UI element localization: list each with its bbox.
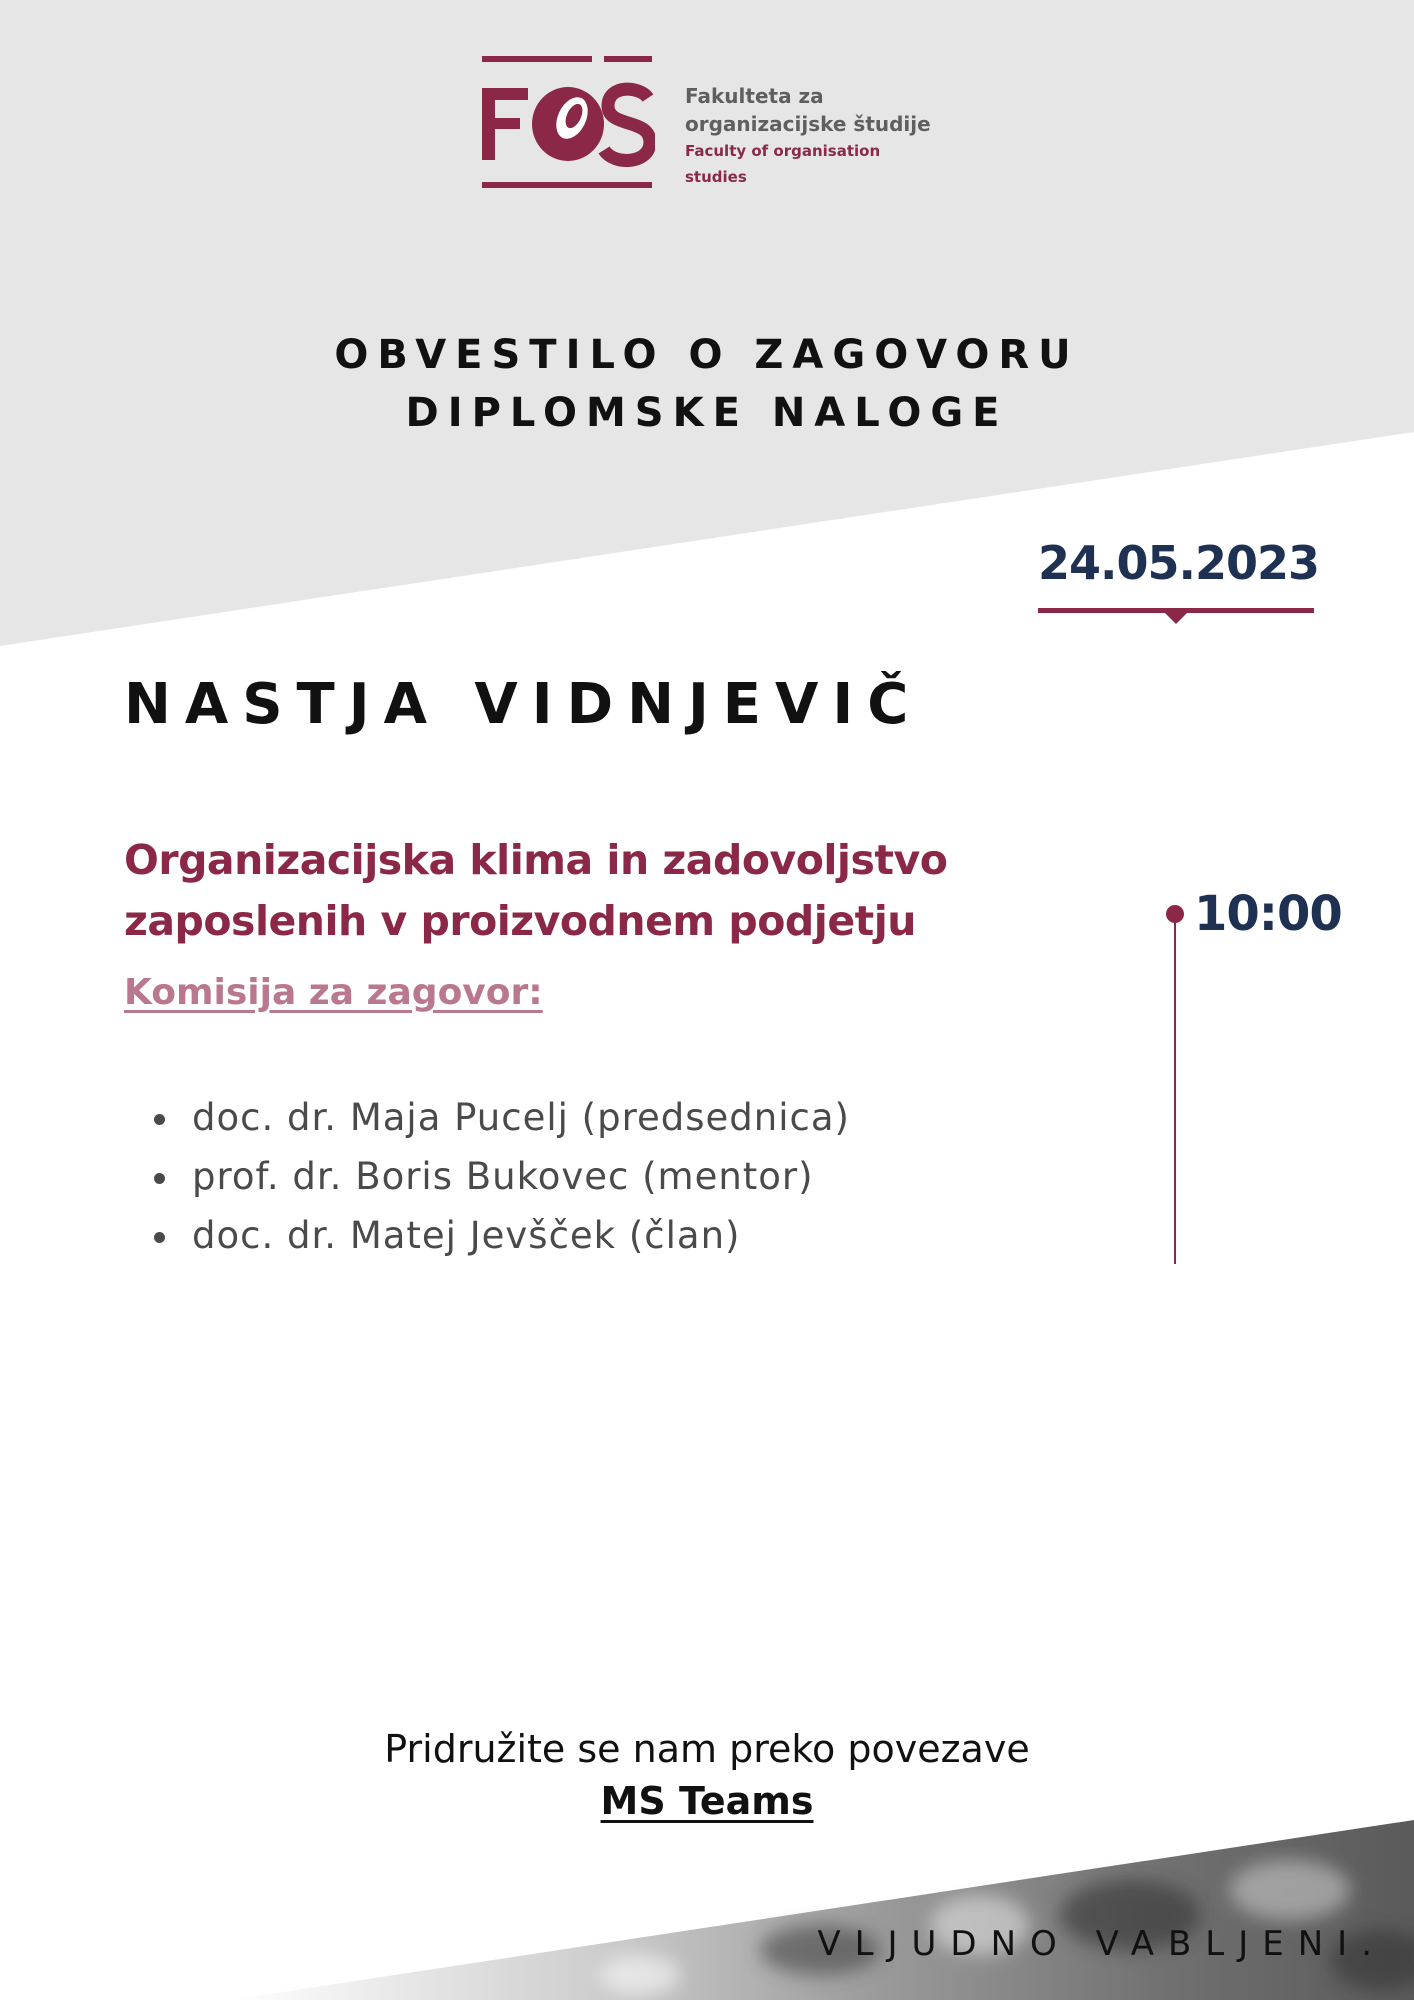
fos-logo-mark [480, 54, 655, 190]
logo-text-line-1: Fakulteta za [685, 84, 824, 108]
timeline-dot-icon [1166, 905, 1184, 923]
bullet-icon [154, 1232, 165, 1243]
bullet-icon [154, 1173, 165, 1184]
committee-member [124, 1206, 850, 1265]
committee-heading: Komisija za zagovor: [124, 972, 543, 1013]
document-title-line-2: DIPLOMSKE NALOGE [405, 390, 1009, 436]
candidate-name: NASTJA VIDNJEVIČ [124, 672, 923, 737]
defense-date: 24.05.2023 [1038, 536, 1320, 590]
committee-member [124, 1088, 850, 1147]
logo-text-line-2: organizacijske študije [685, 112, 931, 136]
logo-text [685, 82, 940, 190]
committee-member-name: doc. dr. Maja Pucelj (predsednica) [192, 1096, 850, 1139]
fos-logo [480, 54, 940, 190]
logo-text-line-3: Faculty of organisation studies [685, 142, 881, 186]
document-title-line-1: OBVESTILO O ZAGOVORU [334, 332, 1080, 378]
closing-greeting: VLJUDNO VABLJENI. [817, 1924, 1386, 1964]
join-text: Pridružite se nam preko povezave [384, 1727, 1030, 1771]
ms-teams-link[interactable]: MS Teams [600, 1779, 814, 1823]
defense-time: 10:00 [1194, 886, 1342, 942]
committee-list [124, 1088, 850, 1265]
document-title [0, 326, 1414, 442]
committee-member [124, 1147, 850, 1206]
timeline-line [1174, 914, 1176, 1264]
thesis-title: Organizacijska klima in zadovoljstvo zaposlenih v proizvodnem podjetju [124, 836, 948, 945]
committee-member-name: prof. dr. Boris Bukovec (mentor) [192, 1155, 814, 1198]
date-caret-icon [1164, 612, 1188, 624]
committee-member-name: doc. dr. Matej Jevšček (član) [192, 1214, 741, 1257]
bullet-icon [154, 1114, 165, 1125]
